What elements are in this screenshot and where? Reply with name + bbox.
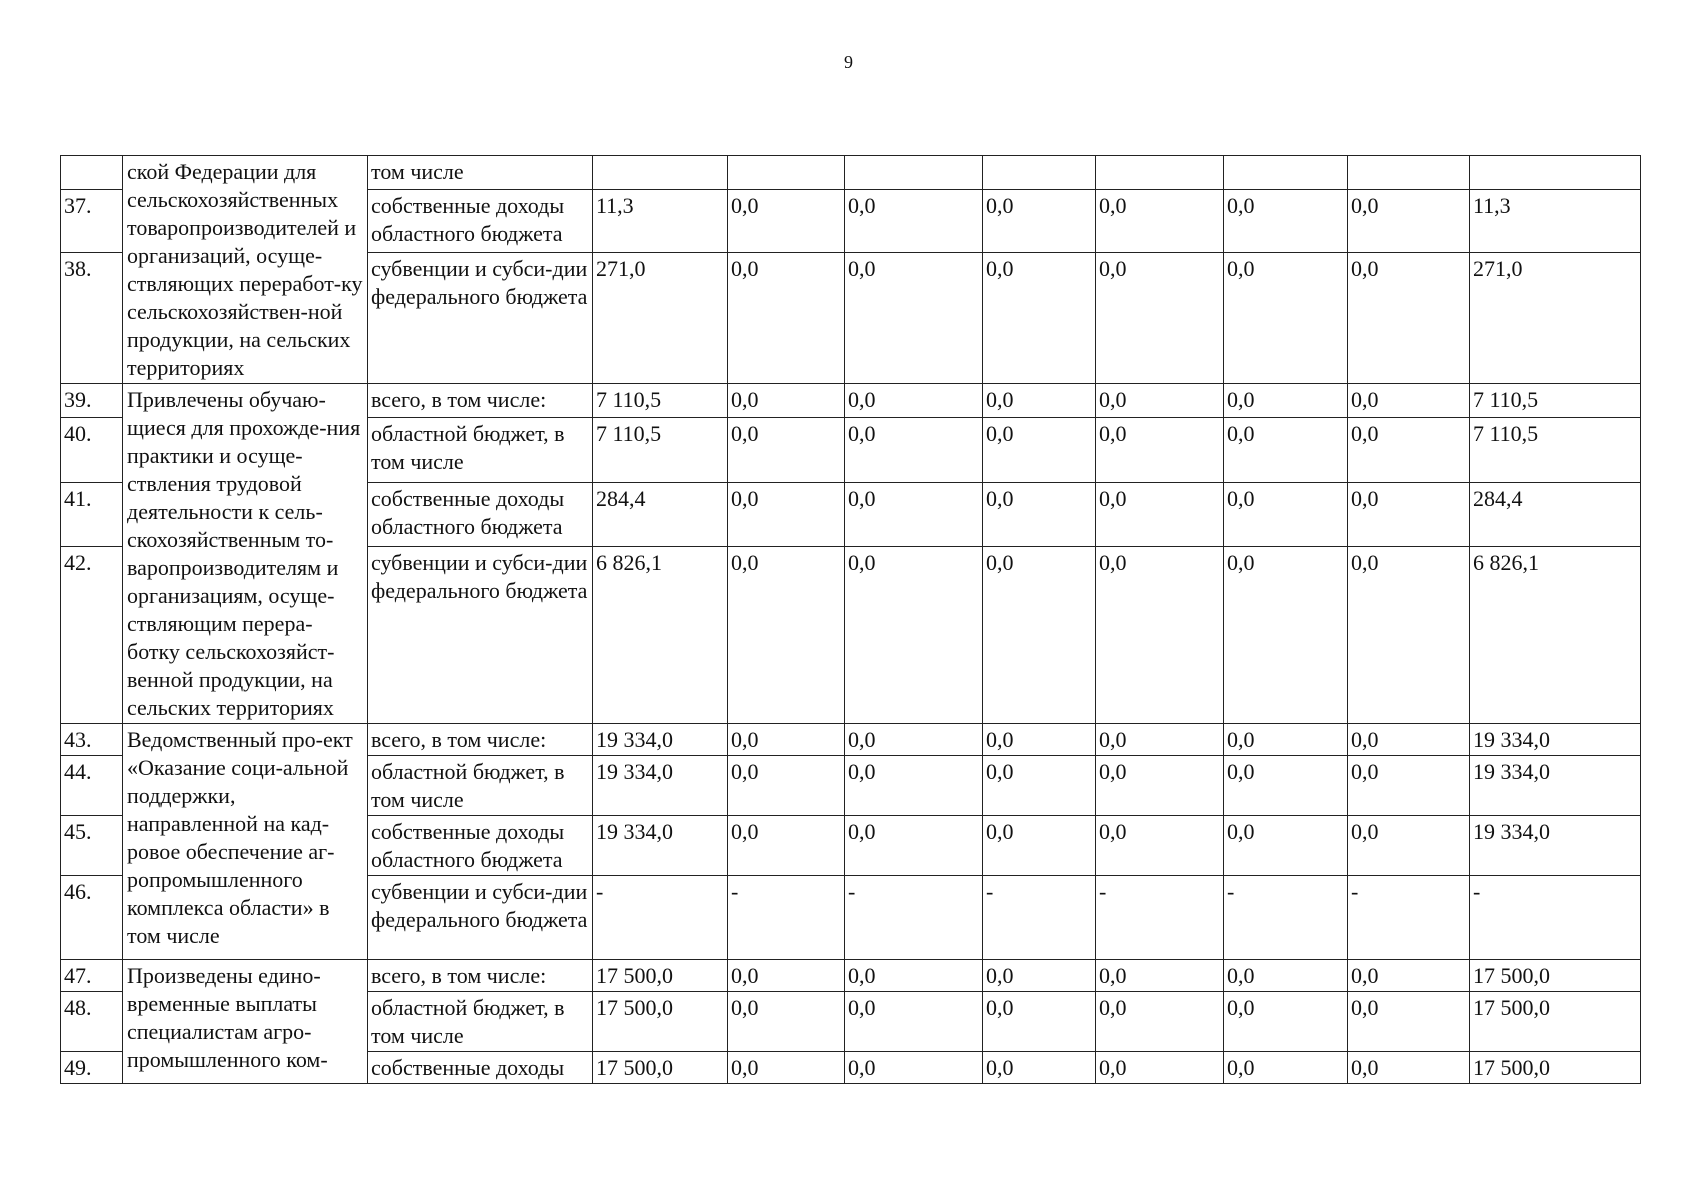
amount-cell: 0,0 [983, 547, 1096, 724]
row-number-cell [61, 156, 123, 190]
amount-cell: 0,0 [1096, 724, 1224, 756]
amount-cell: 0,0 [1096, 253, 1224, 384]
amount-cell: 0,0 [728, 816, 845, 876]
amount-cell: 0,0 [845, 816, 983, 876]
amount-cell: 0,0 [983, 253, 1096, 384]
amount-cell: 19 334,0 [1470, 756, 1641, 816]
amount-cell: 17 500,0 [1470, 1052, 1641, 1084]
amount-cell: 0,0 [1224, 189, 1348, 252]
row-number-cell: 43. [61, 724, 123, 756]
amount-cell: 0,0 [1224, 482, 1348, 546]
row-number-cell: 37. [61, 189, 123, 252]
row-number-cell: 46. [61, 876, 123, 960]
amount-cell [983, 156, 1096, 190]
amount-cell: 0,0 [728, 724, 845, 756]
amount-cell: 0,0 [983, 189, 1096, 252]
amount-cell: - [728, 876, 845, 960]
table-row [61, 156, 1641, 190]
table-row [61, 384, 1641, 418]
amount-cell: 0,0 [983, 756, 1096, 816]
funding-source-cell: собственные доходы областного бюджета [368, 816, 593, 876]
amount-cell: 271,0 [593, 253, 728, 384]
amount-cell: 0,0 [983, 960, 1096, 992]
table-row [61, 960, 1641, 992]
amount-cell: 0,0 [1348, 418, 1470, 482]
amount-cell: 0,0 [1096, 189, 1224, 252]
amount-cell: 0,0 [1348, 756, 1470, 816]
amount-cell: 0,0 [1348, 1052, 1470, 1084]
amount-cell: 0,0 [1096, 418, 1224, 482]
amount-cell [1096, 156, 1224, 190]
amount-cell: 0,0 [728, 384, 845, 418]
amount-cell: 0,0 [983, 724, 1096, 756]
amount-cell: 0,0 [983, 418, 1096, 482]
amount-cell: - [1224, 876, 1348, 960]
amount-cell: 284,4 [593, 482, 728, 546]
amount-cell: 0,0 [1096, 816, 1224, 876]
amount-cell: 0,0 [728, 189, 845, 252]
amount-cell [1348, 156, 1470, 190]
row-number-cell: 42. [61, 547, 123, 724]
amount-cell: 19 334,0 [1470, 816, 1641, 876]
amount-cell: 7 110,5 [593, 418, 728, 482]
amount-cell [728, 156, 845, 190]
row-number-cell: 40. [61, 418, 123, 482]
amount-cell: 0,0 [845, 384, 983, 418]
amount-cell: 271,0 [1470, 253, 1641, 384]
table-body [61, 156, 1641, 1084]
table-row [61, 724, 1641, 756]
amount-cell: 0,0 [983, 1052, 1096, 1084]
funding-source-cell: областной бюджет, в том числе [368, 418, 593, 482]
amount-cell [593, 156, 728, 190]
amount-cell: 0,0 [1348, 547, 1470, 724]
amount-cell: 0,0 [1224, 724, 1348, 756]
row-number-cell: 44. [61, 756, 123, 816]
funding-source-cell: областной бюджет, в том числе [368, 992, 593, 1052]
page-number: 9 [844, 52, 853, 72]
amount-cell: 0,0 [983, 992, 1096, 1052]
amount-cell: 0,0 [1348, 189, 1470, 252]
amount-cell: 0,0 [728, 253, 845, 384]
amount-cell: 7 110,5 [1470, 418, 1641, 482]
funding-source-cell: субвенции и субси-дии федерального бюджета [368, 547, 593, 724]
amount-cell: 17 500,0 [593, 960, 728, 992]
amount-cell: 0,0 [1224, 992, 1348, 1052]
amount-cell: 19 334,0 [593, 816, 728, 876]
amount-cell: 0,0 [845, 992, 983, 1052]
amount-cell: 0,0 [845, 724, 983, 756]
amount-cell: 11,3 [1470, 189, 1641, 252]
amount-cell: 0,0 [845, 189, 983, 252]
event-name-cell: Привлечены обучаю-щиеся для прохожде-ния практики и осуще-ствления трудовой деятельности к сель-скохозяйственным то-варопроизводителям и организациям, осуще-ствляющим перера-ботку сельскохозяйст-венной продукции, на сельских территориях [123, 384, 368, 724]
funding-source-cell: всего, в том числе: [368, 960, 593, 992]
amount-cell: 0,0 [1348, 816, 1470, 876]
amount-cell: - [983, 876, 1096, 960]
amount-cell: 0,0 [1096, 384, 1224, 418]
amount-cell: 6 826,1 [1470, 547, 1641, 724]
amount-cell: 0,0 [1224, 253, 1348, 384]
amount-cell: 19 334,0 [593, 756, 728, 816]
amount-cell: 0,0 [845, 418, 983, 482]
amount-cell: 0,0 [1224, 1052, 1348, 1084]
budget-table [60, 155, 1641, 1084]
amount-cell: 0,0 [983, 816, 1096, 876]
row-number-cell: 38. [61, 253, 123, 384]
amount-cell: 0,0 [1224, 418, 1348, 482]
amount-cell: 7 110,5 [593, 384, 728, 418]
funding-source-cell: том числе [368, 156, 593, 190]
amount-cell: 0,0 [1096, 547, 1224, 724]
amount-cell: 0,0 [1096, 756, 1224, 816]
amount-cell: 17 500,0 [593, 992, 728, 1052]
amount-cell [1224, 156, 1348, 190]
amount-cell: 7 110,5 [1470, 384, 1641, 418]
funding-source-cell: всего, в том числе: [368, 724, 593, 756]
funding-source-cell: собственные доходы областного бюджета [368, 189, 593, 252]
amount-cell: 284,4 [1470, 482, 1641, 546]
amount-cell: 0,0 [1348, 384, 1470, 418]
amount-cell: 0,0 [1096, 992, 1224, 1052]
amount-cell: 0,0 [845, 482, 983, 546]
funding-source-cell: областной бюджет, в том числе [368, 756, 593, 816]
amount-cell: 0,0 [983, 384, 1096, 418]
funding-source-cell: собственные доходы [368, 1052, 593, 1084]
amount-cell: 0,0 [728, 960, 845, 992]
amount-cell: 17 500,0 [1470, 960, 1641, 992]
amount-cell: 0,0 [1348, 724, 1470, 756]
funding-source-cell: субвенции и субси-дии федерального бюджета [368, 253, 593, 384]
amount-cell: 0,0 [1348, 253, 1470, 384]
row-number-cell: 39. [61, 384, 123, 418]
row-number-cell: 45. [61, 816, 123, 876]
amount-cell: 0,0 [728, 482, 845, 546]
amount-cell: 0,0 [1224, 384, 1348, 418]
funding-source-cell: субвенции и субси-дии федерального бюджета [368, 876, 593, 960]
event-name-cell: ской Федерации для сельскохозяйственных товаропроизводителей и организаций, осуще-ствляющих переработ-ку сельскохозяйствен-ной продукции, на сельских территориях [123, 156, 368, 384]
amount-cell: 0,0 [845, 960, 983, 992]
amount-cell: - [1096, 876, 1224, 960]
row-number-cell: 49. [61, 1052, 123, 1084]
amount-cell [845, 156, 983, 190]
amount-cell: 0,0 [1224, 960, 1348, 992]
amount-cell: 0,0 [983, 482, 1096, 546]
amount-cell: - [1470, 876, 1641, 960]
amount-cell: 0,0 [728, 418, 845, 482]
funding-source-cell: всего, в том числе: [368, 384, 593, 418]
amount-cell: 19 334,0 [593, 724, 728, 756]
amount-cell: 0,0 [1096, 482, 1224, 546]
row-number-cell: 47. [61, 960, 123, 992]
amount-cell: 0,0 [845, 547, 983, 724]
amount-cell: - [1348, 876, 1470, 960]
amount-cell: 11,3 [593, 189, 728, 252]
event-name-cell: Ведомственный про-ект «Оказание соци-альной поддержки, направленной на кад-ровое обеспечение аг-ропромышленного комплекса области» в том числе [123, 724, 368, 960]
amount-cell: 0,0 [1348, 960, 1470, 992]
row-number-cell: 48. [61, 992, 123, 1052]
amount-cell: 0,0 [845, 756, 983, 816]
amount-cell: 0,0 [845, 253, 983, 384]
amount-cell: 0,0 [728, 756, 845, 816]
amount-cell: 0,0 [1224, 547, 1348, 724]
amount-cell: - [845, 876, 983, 960]
amount-cell: 0,0 [728, 1052, 845, 1084]
amount-cell: 0,0 [1096, 1052, 1224, 1084]
amount-cell: 0,0 [728, 992, 845, 1052]
amount-cell: 0,0 [1348, 992, 1470, 1052]
amount-cell: 6 826,1 [593, 547, 728, 724]
amount-cell [1470, 156, 1641, 190]
row-number-cell: 41. [61, 482, 123, 546]
amount-cell: - [593, 876, 728, 960]
amount-cell: 17 500,0 [1470, 992, 1641, 1052]
amount-cell: 0,0 [1224, 756, 1348, 816]
amount-cell: 0,0 [845, 1052, 983, 1084]
event-name-cell: Произведены едино-временные выплаты специалистам агро-промышленного ком- [123, 960, 368, 1084]
amount-cell: 0,0 [728, 547, 845, 724]
amount-cell: 19 334,0 [1470, 724, 1641, 756]
amount-cell: 0,0 [1348, 482, 1470, 546]
amount-cell: 0,0 [1096, 960, 1224, 992]
amount-cell: 0,0 [1224, 816, 1348, 876]
amount-cell: 17 500,0 [593, 1052, 728, 1084]
funding-source-cell: собственные доходы областного бюджета [368, 482, 593, 546]
